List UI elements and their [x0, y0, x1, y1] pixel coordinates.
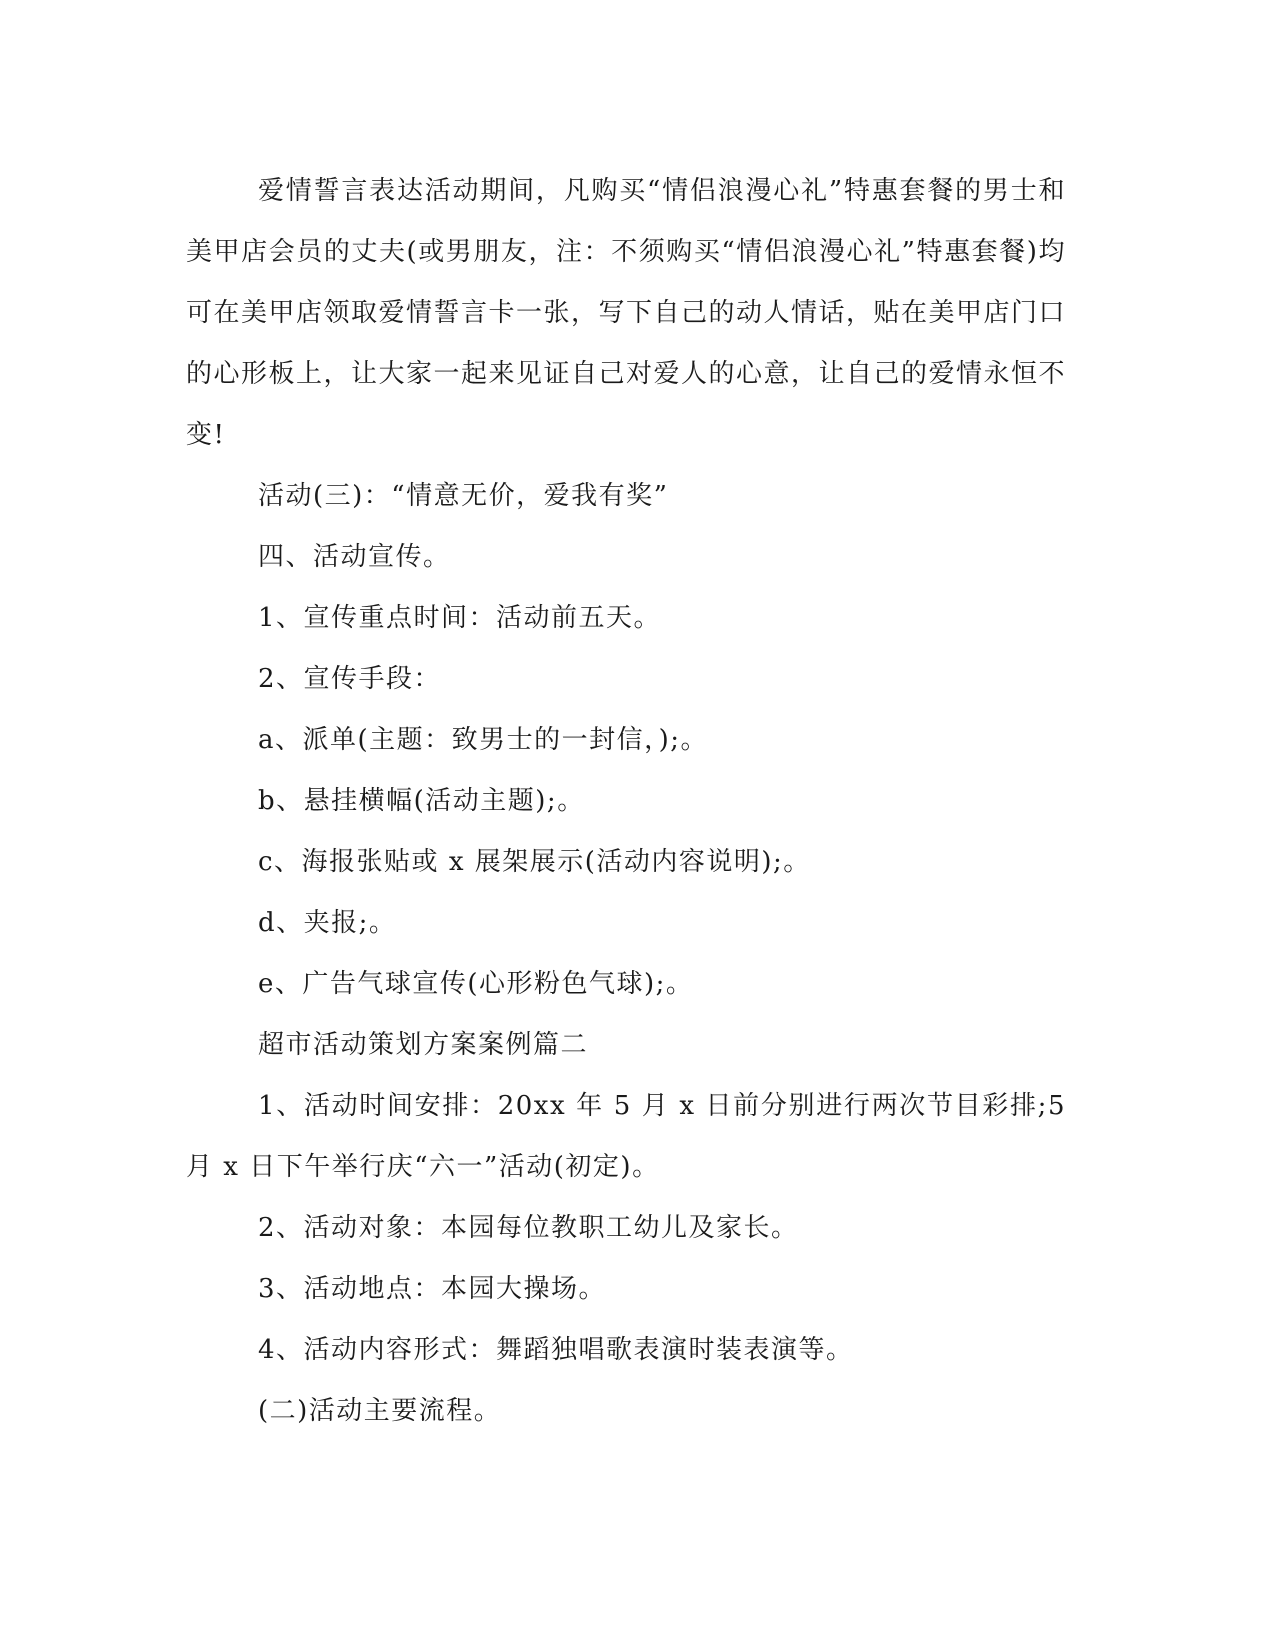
list-item-newspaper-insert: d、夹报;。 [258, 908, 397, 938]
document-body [186, 161, 1066, 1442]
list-item-content-form: 4、活动内容形式：舞蹈独唱歌表演时装表演等。 [258, 1335, 854, 1365]
list-item-flyers: a、派单(主题：致男士的一封信，);。 [258, 725, 709, 755]
list-item-schedule: 1、活动时间安排：20xx 年 5 月 x 日前分别进行两次节目彩排;5月 x 日下午举行庆“六一”活动(初定)。 [186, 1091, 1066, 1182]
paragraph-love-vow: 爱情誓言表达活动期间，凡购买“情侣浪漫心礼”特惠套餐的男士和美甲店会员的丈夫(或男朋友，注：不须购买“情侣浪漫心礼”特惠套餐)均可在美甲店领取爱情誓言卡一张，写下自己的动人情话，贴在美甲店门口的心形板上，让大家一起来见证自己对爱人的心意，让自己的爱情永恒不变! [186, 176, 1067, 450]
section-title-case-two: 超市活动策划方案案例篇二 [258, 1030, 589, 1060]
list-item-banner: b、悬挂横幅(活动主题);。 [258, 786, 585, 816]
list-item-poster: c、海报张贴或 x 展架展示(活动内容说明);。 [258, 847, 811, 877]
list-item-audience: 2、活动对象：本园每位教职工幼儿及家长。 [258, 1213, 799, 1243]
list-item-location: 3、活动地点：本园大操场。 [258, 1274, 607, 1304]
paragraph-activity-three: 活动(三)：“情意无价，爱我有奖” [258, 481, 669, 511]
list-item-promotion-time: 1、宣传重点时间：活动前五天。 [258, 603, 662, 633]
list-item-promotion-means: 2、宣传手段： [258, 664, 442, 694]
heading-main-process: (二)活动主要流程。 [258, 1396, 502, 1426]
heading-promotion: 四、活动宣传。 [258, 542, 451, 572]
list-item-balloon: e、广告气球宣传(心形粉色气球);。 [258, 969, 694, 999]
